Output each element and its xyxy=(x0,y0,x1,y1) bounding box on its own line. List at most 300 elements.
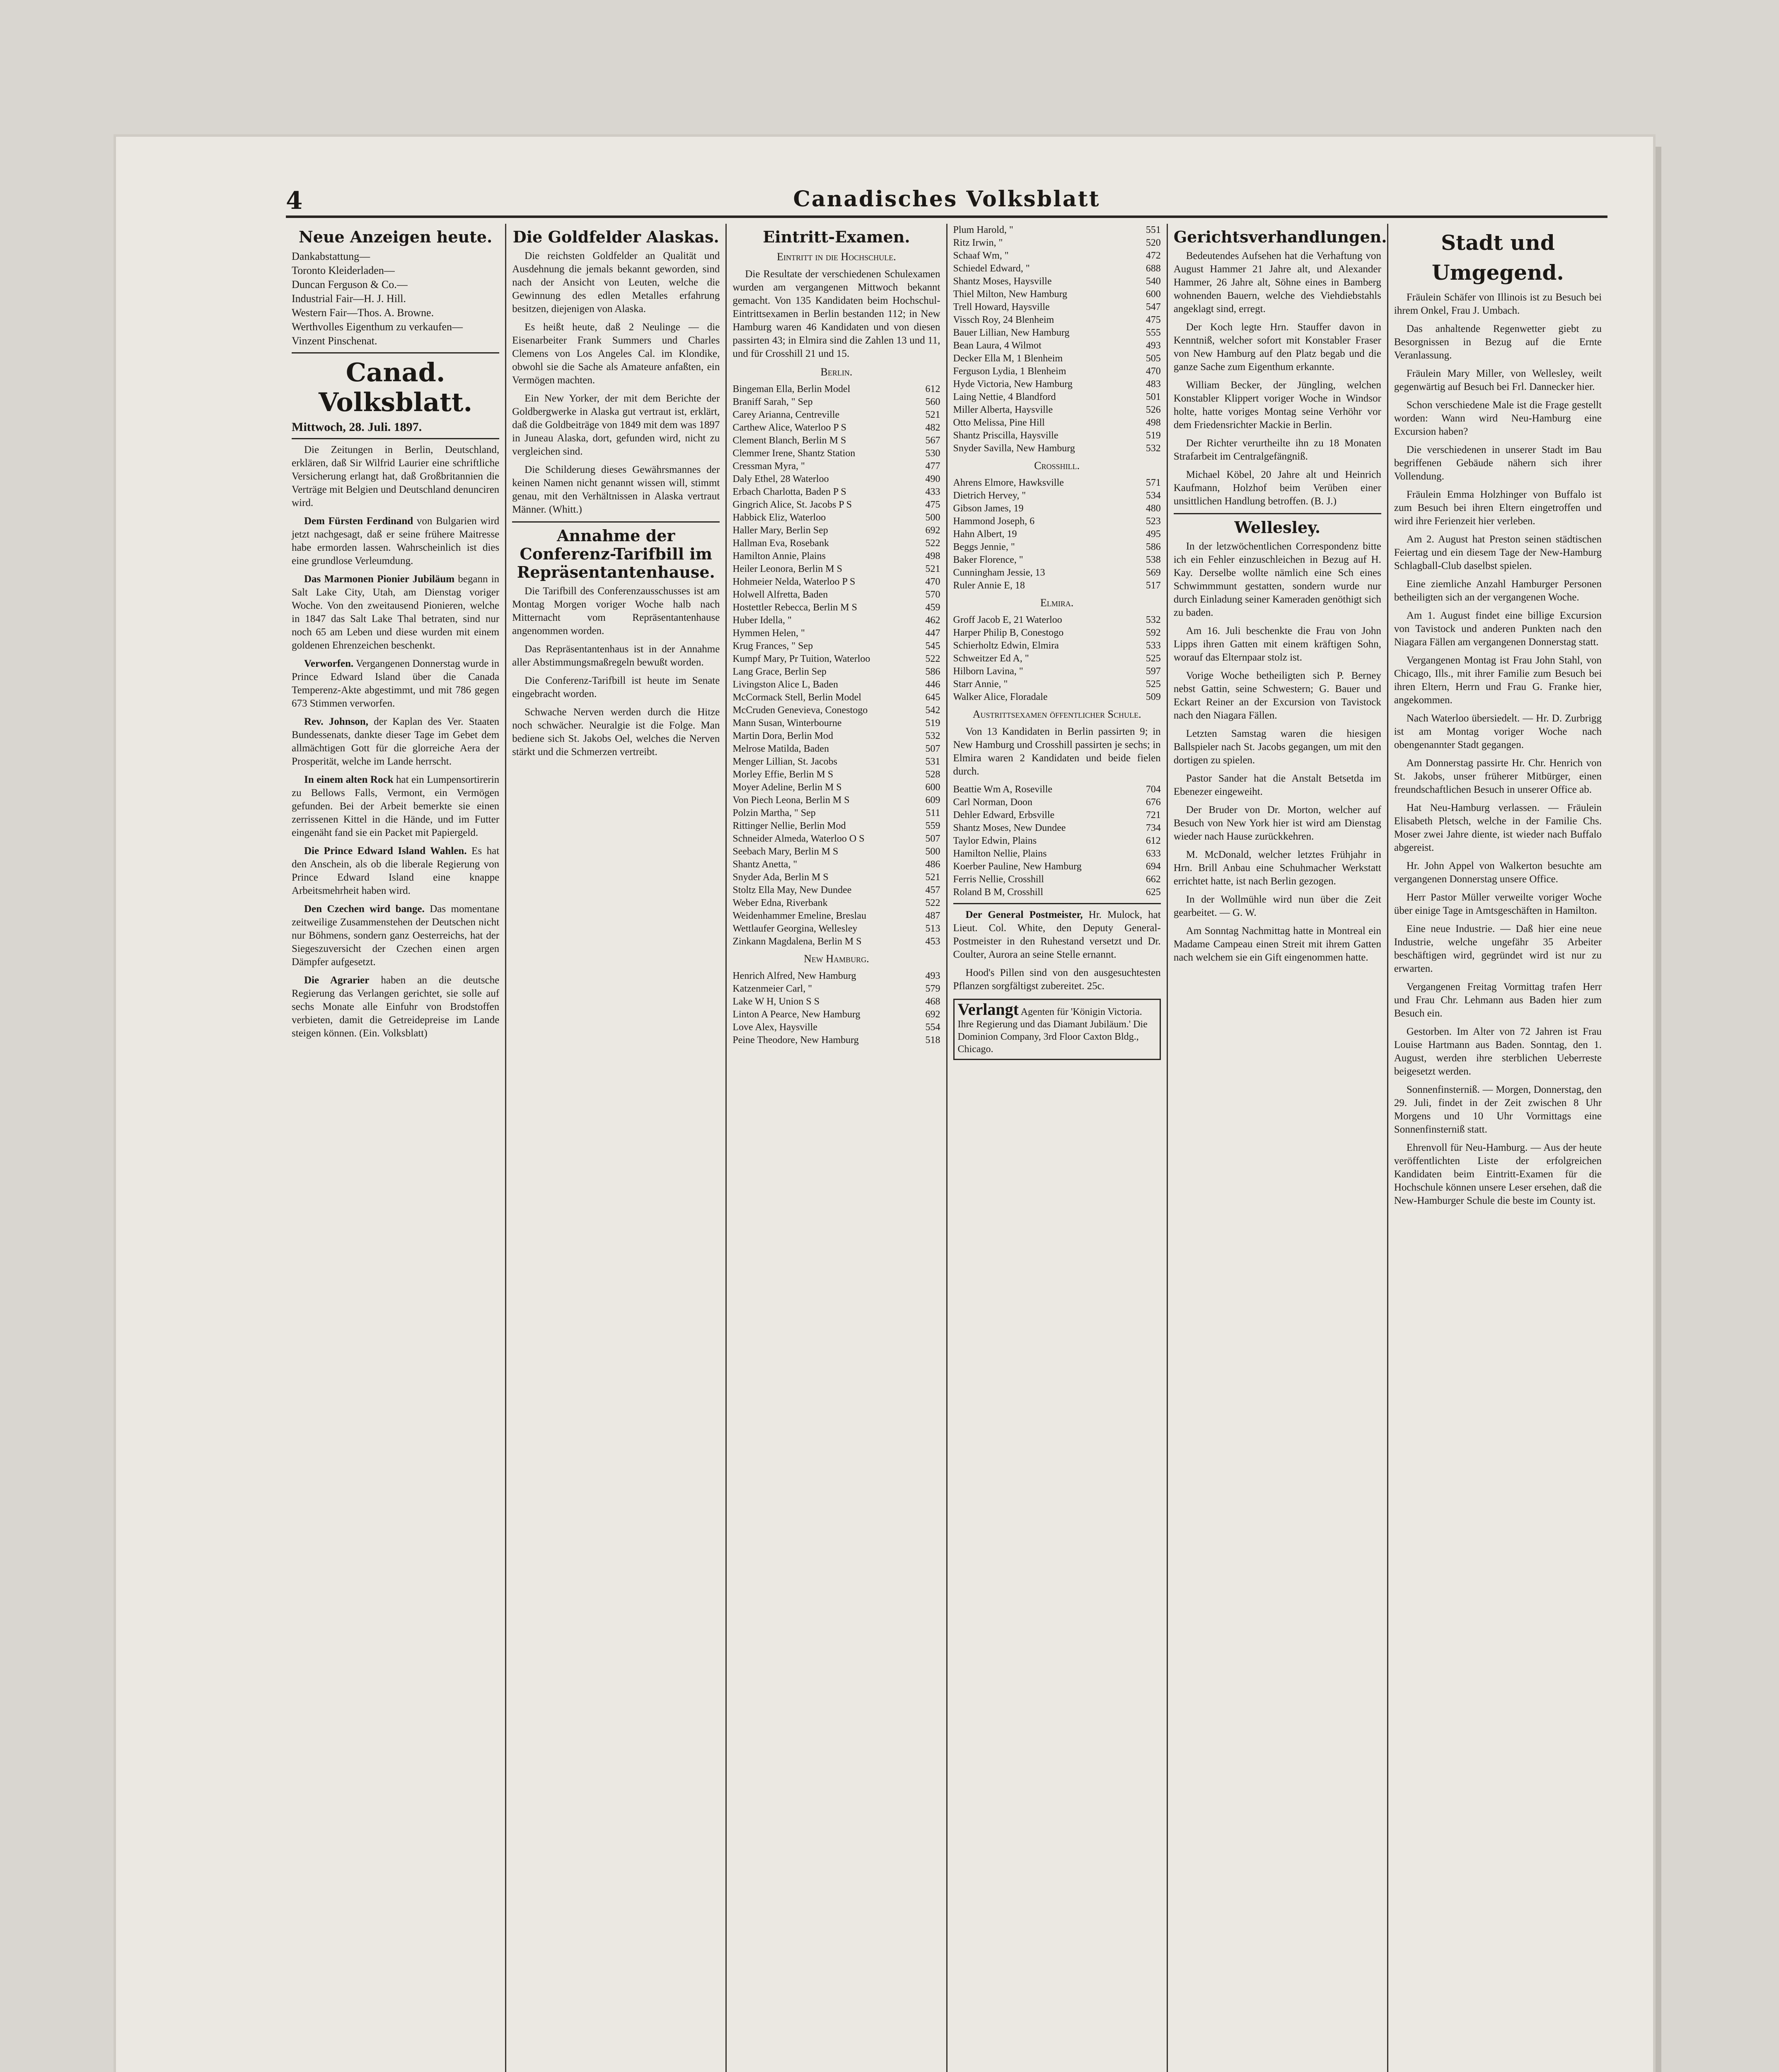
paragraph: In der letzwöchentlichen Correspondenz bitte ich ein Fehler einzuschleichen in Bezug auf H. Kay. Derselbe wollte nämlich eine Sch eines Schwimmmunt gestatten, sondern wurde nur durch Einladung seiner Kameraden genöthigt sich zu baden. xyxy=(1173,541,1381,618)
result-row xyxy=(953,554,1161,566)
result-row xyxy=(953,847,1161,860)
section-berlin: Berlin. xyxy=(820,366,853,378)
student-score: 470 xyxy=(925,576,940,587)
result-row xyxy=(953,352,1161,365)
paragraph: Die Conferenz-Tarifbill ist heute im Senate eingebracht worden. xyxy=(512,675,720,700)
result-row xyxy=(953,502,1161,515)
berlin-results xyxy=(732,383,940,948)
news-item-head: Die Agrarier xyxy=(304,975,370,986)
paragraph: Vorige Woche betheiligten sich P. Berney nebst Gattin, seine Schwestern; G. Bauer und Eckart Reiner an der Excursion von Tavistock nach den Niagara Fällen. xyxy=(1173,670,1381,721)
student-name: Hostettler Rebecca, Berlin M S xyxy=(732,602,857,613)
student-name: Hohmeier Nelda, Waterloo P S xyxy=(732,576,856,587)
news-item xyxy=(292,443,499,510)
student-name: Martin Dora, Berlin Mod xyxy=(732,731,833,741)
public-school-intro: Von 13 Kandidaten in Berlin passirten 9; in New Hamburg und Crosshill passirten je sechs; in Elmira waren 2 Kandidaten und beide fielen durch. xyxy=(953,726,1161,777)
student-score: 530 xyxy=(925,448,940,459)
student-name: Groff Jacob E, 21 Waterloo xyxy=(953,615,1062,625)
student-score: 579 xyxy=(925,983,940,994)
result-row xyxy=(732,601,940,614)
student-score: 554 xyxy=(925,1022,940,1033)
paragraph: Am Donnerstag passirte Hr. Chr. Henrich von St. Jakobs, unser früherer Mitbürger, einen freundschaftlichen Besuch in unserer Office ab. xyxy=(1394,758,1602,795)
student-name: Miller Alberta, Haysville xyxy=(953,404,1053,415)
student-score: 571 xyxy=(1146,477,1161,488)
news-item-text: Die Zeitungen in Berlin, Deutschland, erklären, daß Sir Wilfrid Laurier eine schriftliche Versicherung erlangt hat, daß Großbritannien die Verträge mit Belgien und Deutschland denunciren wird. xyxy=(292,444,500,508)
student-name: Holwell Alfretta, Baden xyxy=(732,589,828,600)
columns xyxy=(286,224,1607,2072)
student-name: Clement Blanch, Berlin M S xyxy=(732,435,846,446)
student-name: Ruler Annie E, 18 xyxy=(953,580,1025,591)
divider xyxy=(512,521,720,523)
student-score: 522 xyxy=(925,898,940,908)
student-name: Carthew Alice, Waterloo P S xyxy=(732,422,847,433)
student-name: Livingston Alice L, Baden xyxy=(732,679,838,690)
paragraph: Schwache Nerven werden durch die Hitze noch schwächer. Neuralgie ist die Folge. Man bediene sich St. Jakobs Oel, welches die Nerven stärkt und die Schmerzen vertreibt. xyxy=(512,707,720,758)
student-name: Schiedel Edward, " xyxy=(953,263,1030,274)
result-row xyxy=(953,873,1161,886)
student-score: 457 xyxy=(925,885,940,896)
result-row xyxy=(732,768,940,781)
result-row xyxy=(732,550,940,563)
student-score: 507 xyxy=(925,833,940,844)
student-score: 475 xyxy=(1146,315,1161,325)
student-name: Carey Arianna, Centreville xyxy=(732,409,840,420)
student-name: Morley Effie, Berlin M S xyxy=(732,769,834,780)
student-score: 676 xyxy=(1146,797,1161,808)
student-name: Cunningham Jessie, 13 xyxy=(953,567,1045,578)
paragraph: Die verschiedenen in unserer Stadt im Bau begriffenen Gebäude nähern sich ihrer Vollendung. xyxy=(1394,444,1602,482)
news-item-head: Dem Fürsten Ferdinand xyxy=(304,516,413,527)
paragraph: William Becker, der Jüngling, welchen Konstabler Klippert voriger Woche in Windsor holte, hatte voriges Montag seine Verhöhr vor dem Friedensrichter Mackie in Berlin. xyxy=(1173,380,1381,431)
student-name: Lang Grace, Berlin Sep xyxy=(732,666,827,677)
paragraph: Die Schilderung dieses Gewährsmannes der keinen Namen nicht genannt wissen will, stimmt genau, mit den Verhältnissen in Alaska vertraut Männer. (Whitt.) xyxy=(512,464,720,515)
student-name: Linton A Pearce, New Hamburg xyxy=(732,1009,860,1020)
student-name: Baker Florence, " xyxy=(953,554,1023,565)
result-row xyxy=(732,794,940,807)
paragraph: Letzten Samstag waren die hiesigen Ballspieler nach St. Jacobs gegangen, um mit den dortigen zu spielen. xyxy=(1173,728,1381,766)
paragraph: Ehrenvoll für Neu-Hamburg. — Aus der heute veröffentlichten Liste der erfolgreichen Kandidaten beim Eintritt-Examen für die Hochschule können unsere Leser ersehen, daß die New-Hamburger Schule die beste im County ist. xyxy=(1394,1142,1602,1206)
divider xyxy=(292,352,499,353)
result-row xyxy=(732,524,940,537)
result-row xyxy=(953,652,1161,665)
student-name: Gingrich Alice, St. Jacobs P S xyxy=(732,499,852,510)
student-score: 633 xyxy=(1146,848,1161,859)
student-score: 517 xyxy=(1146,580,1161,591)
news-item xyxy=(292,573,499,652)
result-row xyxy=(732,434,940,447)
result-row xyxy=(953,416,1161,429)
result-row xyxy=(732,983,940,995)
student-score: 694 xyxy=(1146,861,1161,872)
student-name: Braniff Sarah, " Sep xyxy=(732,397,813,407)
result-row xyxy=(953,391,1161,404)
student-score: 625 xyxy=(1146,887,1161,898)
result-row xyxy=(732,473,940,486)
student-name: Hahn Albert, 19 xyxy=(953,529,1017,540)
student-score: 540 xyxy=(1146,276,1161,287)
ad-line: Werthvolles Eigenthum zu verkaufen— xyxy=(292,321,463,333)
student-name: Love Alex, Haysville xyxy=(732,1022,817,1033)
result-row xyxy=(732,1021,940,1034)
paragraph: Schon verschiedene Male ist die Frage gestellt worden: Wann wird Neu-Hamburg eine Excursion haben? xyxy=(1394,399,1602,437)
paragraph: Die reichsten Goldfelder an Qualität und Ausdehnung die jemals bekannt geworden, sind nach der Ansicht von Leuten, welche die Gewinnung des edlen Metalles erfahrung besitzen, diejenigen von Alaska. xyxy=(512,250,720,315)
student-score: 501 xyxy=(1146,392,1161,402)
student-name: Beggs Jennie, " xyxy=(953,542,1015,552)
result-row xyxy=(732,755,940,768)
student-name: Schierholtz Edwin, Elmira xyxy=(953,640,1059,651)
result-row xyxy=(953,541,1161,554)
postmaster-head: Der General Postmeister, xyxy=(965,909,1083,920)
student-score: 520 xyxy=(1146,237,1161,248)
news-item-text: von Bulgarien wird jetzt nachgesagt, daß er seine frühere Maitresse habe ermorden lassen. Wahrscheinlich ist dies eine grundlose Verleumdung. xyxy=(292,516,500,566)
paragraph: Eine neue Industrie. — Daß hier eine neue Industrie, welche ungefähr 35 Arbeiter beschäftigen wird, gegründet wird ist nur zu erwarten. xyxy=(1394,923,1602,974)
result-row xyxy=(732,730,940,743)
student-score: 645 xyxy=(925,692,940,703)
result-row xyxy=(732,576,940,588)
student-name: Roland B M, Crosshill xyxy=(953,887,1043,898)
page-number: 4 xyxy=(286,186,303,215)
result-row xyxy=(732,486,940,499)
student-name: Katzenmeier Carl, " xyxy=(732,983,812,994)
student-score: 612 xyxy=(1146,835,1161,846)
student-score: 526 xyxy=(1146,404,1161,415)
paragraph: Der Richter verurtheilte ihn zu 18 Monaten Strafarbeit im Centralgefängniß. xyxy=(1173,438,1381,462)
student-score: 525 xyxy=(1146,653,1161,664)
student-name: Polzin Martha, " Sep xyxy=(732,808,816,818)
student-score: 612 xyxy=(925,384,940,395)
student-score: 480 xyxy=(1146,503,1161,514)
student-score: 528 xyxy=(925,769,940,780)
student-score: 551 xyxy=(1146,225,1161,235)
section-new-hamburg: New Hamburg. xyxy=(804,953,869,965)
news-item-head: Den Czechen wird bange. xyxy=(304,903,425,915)
student-score: 559 xyxy=(925,821,940,831)
student-name: Heiler Leonora, Berlin M S xyxy=(732,564,842,574)
paragraph: Vergangenen Freitag Vormittag trafen Herr und Frau Chr. Lehmann aus Baden hier zum Besuch ein. xyxy=(1394,981,1602,1019)
result-row xyxy=(953,579,1161,592)
result-row xyxy=(732,833,940,845)
student-score: 534 xyxy=(1146,490,1161,501)
result-row xyxy=(732,640,940,653)
student-score: 511 xyxy=(926,808,940,818)
result-row xyxy=(953,809,1161,822)
student-score: 483 xyxy=(1146,379,1161,390)
result-row xyxy=(732,511,940,524)
result-row xyxy=(732,396,940,409)
student-name: Shantz Moses, New Dundee xyxy=(953,823,1066,833)
student-score: 600 xyxy=(1146,289,1161,300)
result-row xyxy=(732,447,940,460)
student-name: Krug Frances, " Sep xyxy=(732,641,813,651)
news-item xyxy=(292,974,499,1040)
paragraph: Am 1. August findet eine billige Excursion von Tavistock und anderen Punkten nach den Niagara Fällen am vergangenen Donnerstag statt. xyxy=(1394,610,1602,648)
news-item xyxy=(292,515,499,568)
news-item-text: haben an die deutsche Regierung das Verlangen gerichtet, sie solle auf sechs Monate alle Einfuhr von Brodstoffen verbieten, damit die Getreidepreise im Lande steigen können. (Ein. Volksblatt) xyxy=(292,975,500,1039)
column-2 xyxy=(506,224,727,2072)
student-score: 522 xyxy=(925,538,940,549)
student-score: 493 xyxy=(1146,340,1161,351)
student-name: Cressman Myra, " xyxy=(732,461,805,472)
student-name: Koerber Pauline, New Hamburg xyxy=(953,861,1082,872)
result-row xyxy=(732,614,940,627)
column-5 xyxy=(1168,224,1388,2072)
student-score: 482 xyxy=(925,422,940,433)
result-row xyxy=(732,537,940,550)
student-name: Menger Lillian, St. Jacobs xyxy=(732,756,837,767)
student-name: Dehler Edward, Erbsville xyxy=(953,810,1055,821)
result-row xyxy=(953,614,1161,627)
news-item-text: begann in Salt Lake City, Utah, am Dienstag voriger Woche. Von den zweitausend Pionieren, welche in 1847 das Salt Lake Thal betraten, sind nur noch 65 am Leben und diese wurden mit einem goldenen Ehrenzeichen beschenkt. xyxy=(292,574,500,651)
result-row xyxy=(732,743,940,755)
student-score: 532 xyxy=(1146,443,1161,454)
result-row xyxy=(953,796,1161,809)
result-row xyxy=(732,897,940,910)
paragraph: Ein New Yorker, der mit dem Berichte der Goldbergwerke in Alaska gut vertraut ist, erklärt, daß die Goldbeiträge von 1849 mit dem was 1897 in Juneau Alaska, dort, gefunden wird, nicht zu vergleichen sind. xyxy=(512,393,720,457)
student-score: 446 xyxy=(925,679,940,690)
student-name: Rittinger Nellie, Berlin Mod xyxy=(732,821,846,831)
student-name: Ferguson Lydia, 1 Blenheim xyxy=(953,366,1066,377)
student-name: Carl Norman, Doon xyxy=(953,797,1032,808)
page-header xyxy=(286,186,1607,218)
student-score: 567 xyxy=(925,435,940,446)
student-score: 521 xyxy=(925,564,940,574)
student-name: Melrose Matilda, Baden xyxy=(732,743,829,754)
result-row xyxy=(953,665,1161,678)
student-name: Hymmen Helen, " xyxy=(732,628,805,639)
student-score: 513 xyxy=(925,923,940,934)
result-row xyxy=(953,886,1161,899)
student-score: 721 xyxy=(1146,810,1161,821)
student-score: 597 xyxy=(1146,666,1161,677)
result-row xyxy=(953,275,1161,288)
student-name: Thiel Milton, New Hamburg xyxy=(953,289,1068,300)
student-name: Beattie Wm A, Roseville xyxy=(953,784,1053,795)
student-name: Weidenhammer Emeline, Breslau xyxy=(732,910,866,921)
student-score: 570 xyxy=(925,589,940,600)
student-score: 545 xyxy=(925,641,940,651)
student-score: 521 xyxy=(925,409,940,420)
student-score: 500 xyxy=(925,846,940,857)
result-row xyxy=(732,1034,940,1047)
result-row xyxy=(953,429,1161,442)
paragraph: Es heißt heute, daß 2 Neulinge — die Eisenarbeiter Frank Summers und Charles Clemens von Los Angeles Cal. im Klondike, obwohl sie die Sache als Amateure anfaßten, ein Vermögen machten. xyxy=(512,322,720,386)
student-name: Ahrens Elmore, Hawksville xyxy=(953,477,1064,488)
result-row xyxy=(732,845,940,858)
news-item xyxy=(292,715,499,768)
result-row xyxy=(732,409,940,421)
news-item-text: der Kaplan des Ver. Staaten Bundessenats, dankte dieser Tage im Gebet dem allmächtigen Gott für die glorreiche Aera der Prosperität, welche im Lande herrscht. xyxy=(292,716,500,767)
student-score: 519 xyxy=(1146,430,1161,441)
student-score: 486 xyxy=(925,859,940,870)
news-item-text: Vergangenen Donnerstag wurde in Prince Edward Island über die Canada Temperenz-Akte abgestimmt, und mit 786 gegen 673 Stimmen verworfen. xyxy=(292,658,500,709)
student-name: Peine Theodore, New Hamburg xyxy=(732,1035,859,1046)
student-name: Hammond Joseph, 6 xyxy=(953,516,1035,527)
result-row xyxy=(953,404,1161,416)
student-name: Harper Philip B, Conestogo xyxy=(953,627,1064,638)
student-name: Vissch Roy, 24 Blenheim xyxy=(953,315,1054,325)
student-score: 459 xyxy=(925,602,940,613)
student-score: 569 xyxy=(1146,567,1161,578)
new-hamburg-results xyxy=(732,970,940,1047)
student-score: 734 xyxy=(1146,823,1161,833)
student-name: Schneider Almeda, Waterloo O S xyxy=(732,833,865,844)
student-name: Shantz Anetta, " xyxy=(732,859,798,870)
student-name: Daly Ethel, 28 Waterloo xyxy=(732,474,829,484)
column-1 xyxy=(286,224,506,2072)
new-ads-title: Neue Anzeigen heute. xyxy=(298,228,493,246)
new-ads-list xyxy=(292,249,499,348)
student-score: 500 xyxy=(925,512,940,523)
hood-pills-ad: Hood's Pillen sind von den ausgesuchtesten Pflanzen sorgfältigst zubereitet. 25c. xyxy=(953,967,1161,992)
exam-subtitle: Eintritt in die Hochschule. xyxy=(777,251,896,263)
paragraph: Der Bruder von Dr. Morton, welcher auf Besuch von New York hier ist wird am Dienstag wieder nach Hause zurückkehren. xyxy=(1173,804,1381,842)
student-name: Habbick Eliz, Waterloo xyxy=(732,512,826,523)
paragraph: Gestorben. Im Alter von 72 Jahren ist Frau Louise Hartmann aus Baden. Sonntag, den 1. August, werden ihre sterblichen Ueberreste beigesetzt werden. xyxy=(1394,1026,1602,1077)
result-row xyxy=(732,871,940,884)
paragraph: Der Koch legte Hrn. Stauffer davon in Kenntniß, welcher sofort mit Konstabler Fraser von New Hamburg auf den Platz begab und die ganze Sache zum Eigenthum erkannte. xyxy=(1173,322,1381,373)
result-row xyxy=(732,499,940,511)
section-public-school: Austrittsexamen öffentlicher Schule. xyxy=(972,708,1141,720)
result-row xyxy=(732,995,940,1008)
dateline: Mittwoch, 28. Juli. 1897. xyxy=(292,420,422,434)
paragraph: Pastor Sander hat die Anstalt Betsetda im Ebenezer eingeweiht. xyxy=(1173,773,1381,797)
student-score: 505 xyxy=(1146,353,1161,364)
student-name: Huber Idella, " xyxy=(732,615,792,626)
student-score: 662 xyxy=(1146,874,1161,885)
student-name: Decker Ella M, 1 Blenheim xyxy=(953,353,1063,364)
result-row xyxy=(953,365,1161,378)
news-item-head: In einem alten Rock xyxy=(304,774,394,785)
result-row xyxy=(953,566,1161,579)
student-name: Bean Laura, 4 Wilmot xyxy=(953,340,1042,351)
student-name: Mann Susan, Winterbourne xyxy=(732,718,842,729)
wellesley-article xyxy=(1174,540,1381,964)
result-row xyxy=(953,314,1161,327)
paper-title: Canad. Volksblatt. xyxy=(319,357,473,417)
result-row xyxy=(732,884,940,897)
elmira-results xyxy=(953,614,1161,704)
student-score: 498 xyxy=(1146,417,1161,428)
news-item xyxy=(292,903,499,969)
paragraph: Fräulein Mary Miller, von Wellesley, weilt gegenwärtig auf Besuch bei Frl. Dannecker hier. xyxy=(1394,368,1602,392)
student-name: Gibson James, 19 xyxy=(953,503,1024,514)
student-score: 498 xyxy=(925,551,940,562)
student-score: 477 xyxy=(925,461,940,472)
news-item-head: Rev. Johnson, xyxy=(304,716,368,727)
column-3 xyxy=(727,224,947,2072)
paragraph: Nach Waterloo übersiedelt. — Hr. D. Zurbrigg ist am Montag voriger Woche nach obengenannter Stadt gegangen. xyxy=(1394,713,1602,750)
student-name: Stoltz Ella May, New Dundee xyxy=(732,885,852,896)
student-name: Clemmer Irene, Shantz Station xyxy=(732,448,856,459)
result-row xyxy=(732,421,940,434)
result-row xyxy=(953,262,1161,275)
result-row xyxy=(953,515,1161,528)
student-name: Shantz Moses, Haysville xyxy=(953,276,1052,287)
agents-wanted-ad xyxy=(953,999,1161,1060)
result-row xyxy=(953,860,1161,873)
student-score: 533 xyxy=(1146,640,1161,651)
result-row xyxy=(732,383,940,396)
masthead: Canadisches Volksblatt xyxy=(793,186,1100,212)
paragraph: Bedeutendes Aufsehen hat die Verhaftung von August Hammer 21 Jahre alt, und Alexander Hammer, 26 Jahre alt, Söhne eines in Bamberg wohnenden Bauern, welche des Viehdiebstahls angeklagt sind, erregt. xyxy=(1173,250,1381,315)
student-score: 538 xyxy=(1146,554,1161,565)
student-score: 490 xyxy=(925,474,940,484)
student-score: 447 xyxy=(925,628,940,639)
result-row xyxy=(953,678,1161,691)
student-score: 531 xyxy=(925,756,940,767)
section-crosshill: Crosshill. xyxy=(1034,460,1080,472)
result-row xyxy=(953,339,1161,352)
paragraph: Am 16. Juli beschenkte die Frau von John Lipps ihren Gatten mit einem kräftigen Sohn, worauf das Elternpaar stolz ist. xyxy=(1173,625,1381,663)
result-row xyxy=(953,639,1161,652)
paragraph: Das Repräsentantenhaus ist in der Annahme aller Abstimmungsmaßregeln bewußt worden. xyxy=(512,644,720,668)
paragraph: Vergangenen Montag ist Frau John Stahl, von Chicago, Ills., mit ihrer Familie zum Besuch bei ihren Eltern, Herrn und Frau G. Franke hier, angekommen. xyxy=(1394,655,1602,706)
student-score: 522 xyxy=(925,654,940,664)
result-row xyxy=(953,378,1161,391)
student-name: Laing Nettie, 4 Blandford xyxy=(953,392,1056,402)
divider xyxy=(292,438,499,439)
agents-wanted-title: Verlangt xyxy=(957,1000,1019,1019)
news-item-head: Die Prince Edward Island Wahlen. xyxy=(304,845,467,857)
result-row xyxy=(953,237,1161,249)
postmaster-text: Hr. Mulock, hat Lieut. Col. White, den Deputy General-Postmeister in den Ruhestand versetzt und Dr. Coulter, Aurora an seine Stelle ernannt. xyxy=(953,909,1161,960)
result-row xyxy=(732,807,940,820)
student-name: Hamilton Nellie, Plains xyxy=(953,848,1047,859)
result-row xyxy=(953,691,1161,704)
result-row xyxy=(732,970,940,983)
student-name: Trell Howard, Haysville xyxy=(953,302,1050,312)
ad-line: Toronto Kleiderladen— xyxy=(292,264,395,276)
student-name: Schaaf Wm, " xyxy=(953,250,1009,261)
paragraph: Die Tarifbill des Conferenzausschusses ist am Montag Morgen voriger Woche halb nach Mitternacht vom Repräsentantenhause angenommen worden. xyxy=(512,586,720,637)
student-name: McCormack Stell, Berlin Model xyxy=(732,692,861,703)
local-news-items xyxy=(1394,291,1602,1208)
exam-title: Eintritt-Examen. xyxy=(763,228,910,246)
agents-wanted-text: Agenten für 'Königin Victoria. Ihre Regierung und das Diamant Jubiläum.' Die Dominion Company, 3rd Floor Caxton Bldg., Chicago. xyxy=(957,1007,1148,1055)
news-item-text: hat ein Lumpensortirerin zu Bellows Falls, Vermont, ein Vermögen gefunden. Bei der Arbeit bemerkte sie einen zerrissenen Kittel in die Hände, und im Futter eingenäht fand sie ein Packet mit Papiergeld. xyxy=(292,774,500,838)
news-items xyxy=(292,443,499,1040)
results-continued xyxy=(953,224,1161,455)
ad-line: Western Fair—Thos. A. Browne. xyxy=(292,307,434,319)
court-title: Gerichtsverhandlungen. xyxy=(1173,228,1387,246)
result-row xyxy=(732,910,940,922)
newspaper-page xyxy=(116,137,1653,2072)
ad-line: Duncan Ferguson & Co.— xyxy=(292,278,408,290)
student-score: 472 xyxy=(1146,250,1161,261)
student-name: Bauer Lillian, New Hamburg xyxy=(953,327,1070,338)
news-item xyxy=(292,845,499,898)
student-score: 532 xyxy=(1146,615,1161,625)
student-score: 470 xyxy=(1146,366,1161,377)
result-row xyxy=(732,781,940,794)
student-name: Plum Harold, " xyxy=(953,225,1013,235)
paragraph: Eine ziemliche Anzahl Hamburger Personen betheiligten sich an der vergangenen Woche. xyxy=(1394,579,1602,603)
court-article xyxy=(1174,249,1381,508)
student-name: Wettlaufer Georgina, Wellesley xyxy=(732,923,858,934)
student-name: Hamilton Annie, Plains xyxy=(732,551,826,562)
student-name: Seebach Mary, Berlin M S xyxy=(732,846,839,857)
paragraph: Fräulein Schäfer von Illinois ist zu Besuch bei ihrem Onkel, Frau J. Umbach. xyxy=(1394,292,1602,316)
student-score: 600 xyxy=(925,782,940,793)
student-name: Von Piech Leona, Berlin M S xyxy=(732,795,850,806)
student-score: 692 xyxy=(925,1009,940,1020)
result-row xyxy=(732,588,940,601)
student-score: 525 xyxy=(1146,679,1161,690)
student-score: 453 xyxy=(925,936,940,947)
news-item-text: Es hat den Anschein, als ob die liberale Regierung von Prince Edward Island eine knappe Arbeitsmehrheit haben wird. xyxy=(292,845,500,896)
result-row xyxy=(732,717,940,730)
wellesley-title: Wellesley. xyxy=(1234,518,1321,537)
result-row xyxy=(732,820,940,833)
